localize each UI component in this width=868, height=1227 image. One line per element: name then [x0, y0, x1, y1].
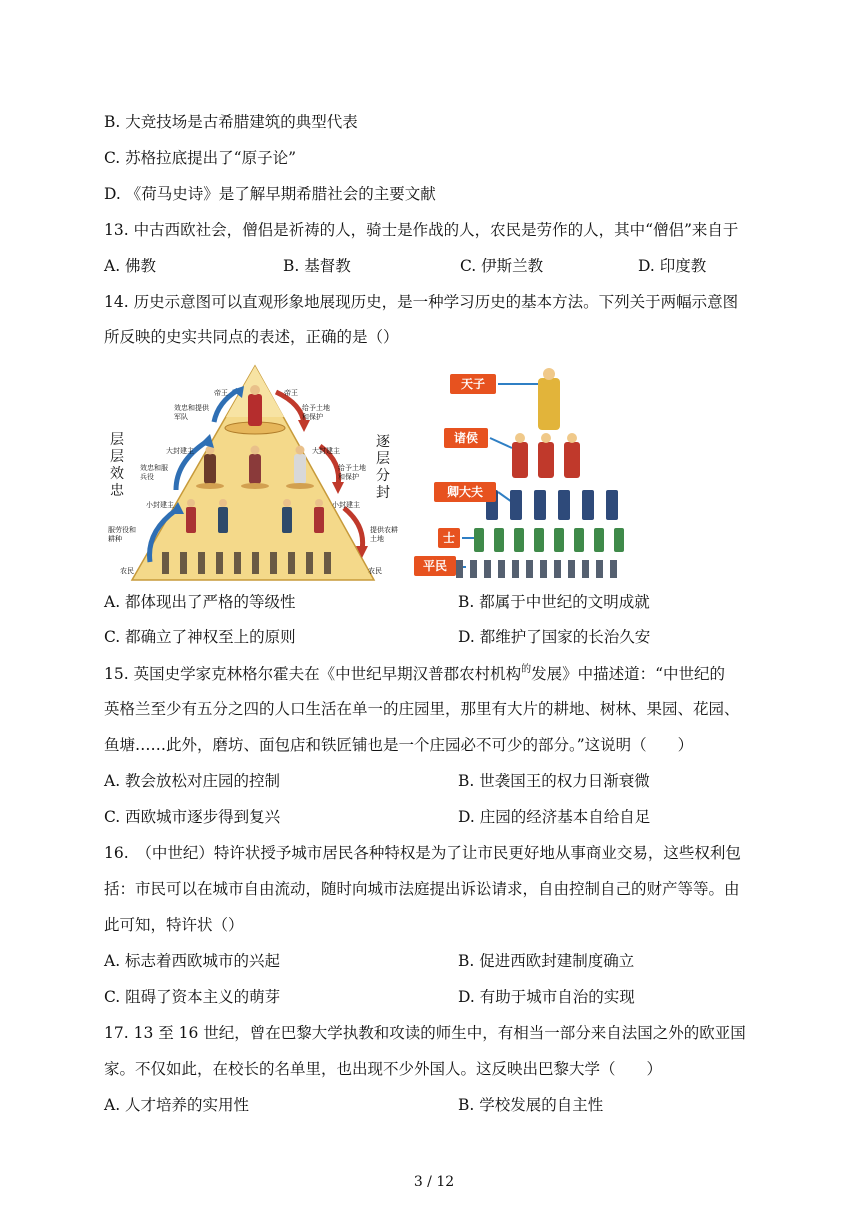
q15-option-a[interactable]: A. 教会放松对庄园的控制 [104, 772, 281, 790]
q15-text-post: 发展》中描述道：“中世纪的 [531, 665, 726, 683]
grant-label-3: 提供农耕土地 [370, 526, 398, 543]
q12-option-b: B. 大竞技场是古希腊建筑的典型代表 [104, 113, 358, 131]
q13-option-b[interactable]: B. 基督教 [283, 257, 351, 275]
q15-text-pre: 15. 英国史学家克林格尔霍夫在《中世纪早期汉普郡农村机构 [104, 665, 522, 683]
q13-option-c[interactable]: C. 伊斯兰教 [460, 257, 544, 275]
q15-option-b[interactable]: B. 世袭国王的权力日渐衰微 [458, 772, 650, 790]
q14-option-b[interactable]: B. 都属于中世纪的文明成就 [458, 593, 650, 611]
small-lord-label-left: 小封建主 [146, 501, 174, 509]
small-lord-label-right: 小封建主 [332, 501, 360, 509]
q17-option-a[interactable]: A. 人才培养的实用性 [104, 1096, 250, 1114]
question-17-line2: 家。不仅如此，在校长的名单里，也出现不少外国人。这反映出巴黎大学（ ） [104, 1060, 663, 1078]
q14-option-c[interactable]: C. 都确立了神权至上的原则 [104, 628, 296, 646]
q15-option-d[interactable]: D. 庄园的经济基本自给自足 [458, 808, 651, 826]
page-number: 3 / 12 [413, 1174, 455, 1190]
question-15-line2: 英格兰至少有五分之四的人口生活在单一的庄园里，那里有大片的耕地、树林、果园、花园、 [104, 700, 740, 718]
right-title: 逐层分封 [376, 434, 390, 501]
rank-label-zhuhou: 诸侯 [444, 428, 488, 448]
king-label-left: 帝王 [214, 389, 228, 397]
q15-superscript: 的 [521, 664, 532, 675]
peasant-label-left: 农民 [120, 567, 134, 575]
q13-option-d[interactable]: D. 印度教 [638, 257, 707, 275]
q12-option-c: C. 苏格拉底提出了“原子论” [104, 149, 297, 167]
hierarchy-illustration [412, 362, 638, 584]
king-label-right: 帝王 [284, 389, 298, 397]
q14-option-d[interactable]: D. 都维护了国家的长治久安 [458, 628, 651, 646]
left-title: 层层效忠 [110, 432, 124, 499]
q16-option-d[interactable]: D. 有助于城市自治的实现 [458, 988, 635, 1006]
duty-label-2: 效忠和服兵役 [140, 464, 168, 481]
big-lord-label-left: 大封建主 [166, 447, 194, 455]
grant-label-2: 给予土地和保护 [338, 464, 366, 481]
q16-option-b[interactable]: B. 促进西欧封建制度确立 [458, 952, 635, 970]
question-16-line2: 括：市民可以在城市自由流动，随时向城市法庭提出诉讼请求，自由控制自己的财产等等。由 [104, 880, 740, 898]
question-14-line2: 所反映的史实共同点的表述，正确的是（） [104, 328, 399, 346]
rank-label-qingdafu: 卿大夫 [434, 482, 496, 502]
q16-option-c[interactable]: C. 阻碍了资本主义的萌芽 [104, 988, 281, 1006]
duty-label-1: 效忠和提供军队 [174, 404, 209, 421]
q15-option-c[interactable]: C. 西欧城市逐步得到复兴 [104, 808, 281, 826]
q14-option-a[interactable]: A. 都体现出了严格的等级性 [104, 593, 296, 611]
question-16-line1: 16. （中世纪）特许状授予城市居民各种特权是为了让市民更好地从事商业交易，这些权利包 [104, 844, 741, 862]
question-15-line1 [104, 663, 725, 688]
feudal-pyramid-figure [106, 362, 404, 584]
question-15-line3: 鱼塘……此外，磨坊、面包店和铁匠铺也是一个庄园必不可少的部分。”这说明（ ） [104, 736, 694, 754]
q16-option-a[interactable]: A. 标志着西欧城市的兴起 [104, 952, 281, 970]
question-17-line1: 17. 13 至 16 世纪，曾在巴黎大学执教和攻读的师生中，有相当一部分来自法国之外的欧亚国 [104, 1024, 746, 1042]
rank-label-pingmin: 平民 [414, 556, 456, 576]
question-13: 13. 中古西欧社会，僧侣是祈祷的人，骑士是作战的人，农民是劳作的人，其中“僧侣”来自于 [104, 221, 739, 239]
q12-option-d: D. 《荷马史诗》是了解早期希腊社会的主要文献 [104, 185, 436, 203]
question-16-line3: 此可知，特许状（） [104, 916, 244, 934]
duty-label-3: 服劳役和耕种 [108, 526, 136, 543]
q13-option-a[interactable]: A. 佛教 [104, 257, 157, 275]
peasant-label-right: 农民 [368, 567, 382, 575]
enfeoffment-hierarchy-figure [412, 362, 638, 584]
rank-label-tianzi: 天子 [450, 374, 496, 394]
grant-label-1: 给予土地和保护 [302, 404, 330, 421]
q17-option-b[interactable]: B. 学校发展的自主性 [458, 1096, 604, 1114]
big-lord-label-right: 大封建主 [312, 447, 340, 455]
question-14-line1: 14. 历史示意图可以直观形象地展现历史，是一种学习历史的基本方法。下列关于两幅示意图 [104, 293, 739, 311]
rank-label-shi: 士 [438, 528, 460, 548]
